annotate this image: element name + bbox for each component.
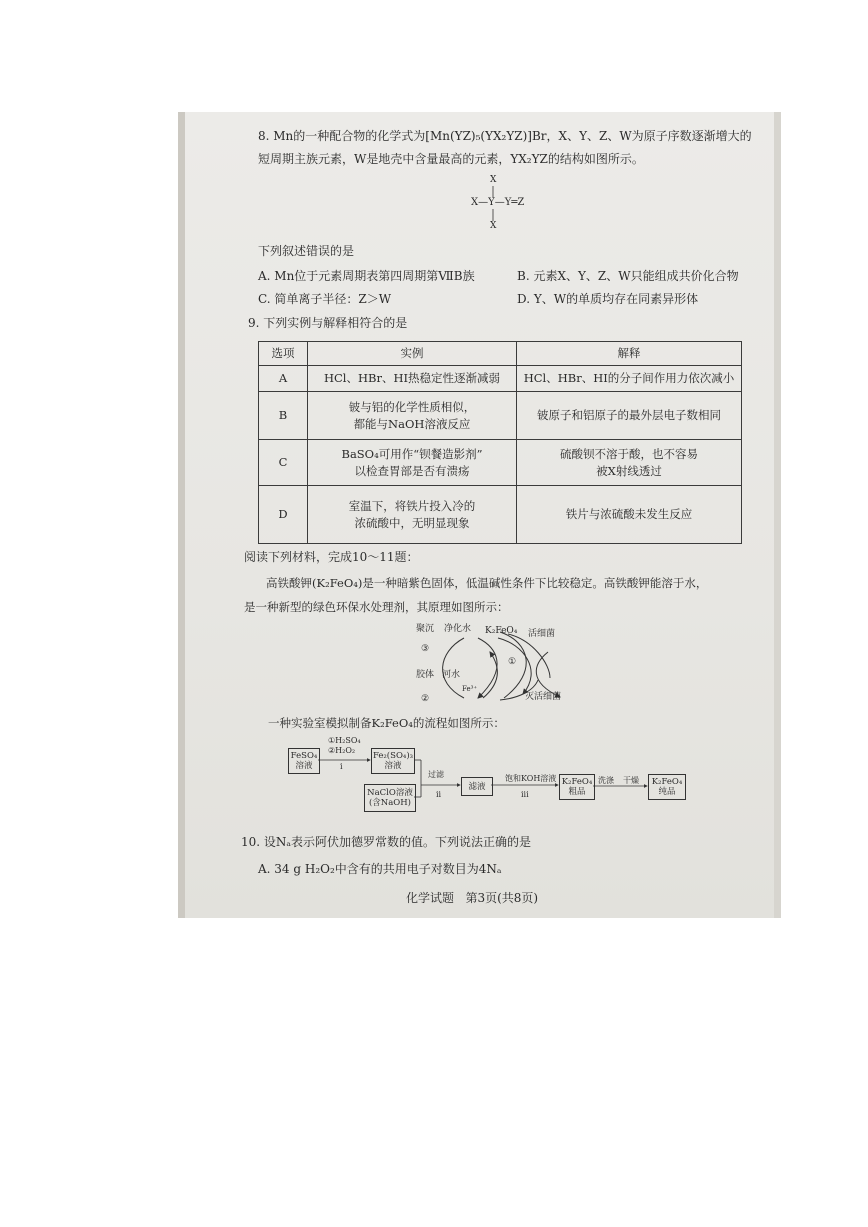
example-line: HCl、HBr、HI热稳定性逐渐减弱 [323,371,501,385]
example-line: 以检查胃部是否有溃疡 [354,463,470,478]
flow-box-line: 溶液 [384,761,402,771]
explain-line: 被X射线透过 [596,463,662,478]
flow-filtrate-box [461,777,493,796]
q10-stem: 10. 设Nₐ表示阿伏加德罗常数的值。下列说法正确的是 [241,835,532,849]
flow-box-line: K₂FeO₄ [651,777,683,787]
q10-option-a: A. 34 g H₂O₂中含有的共用电子对数目为4Nₐ [258,862,502,876]
q8-line1: 8. Mn的一种配合物的化学式为[Mn(YZ)₅(YX₂YZ)]Br，X、Y、Z、W为原子序数逐渐增大的 [258,129,752,143]
reading-intro: 阅读下列材料，完成10～11题： [244,550,419,564]
q8-stem: 下列叙述错误的是 [258,244,355,258]
exam-page-photo [178,112,781,918]
row-example [308,366,517,392]
row-explanation [517,440,742,486]
flow-filter: 过滤 [428,770,444,779]
q8-line2: 短周期主族元素，W是地壳中含量最高的元素，YX₂YZ的结构如图所示。 [258,152,644,166]
table-row [259,366,742,392]
cycle-settle: 聚沉 [416,624,435,634]
example-line: BaSO₄可用作“钡餐造影剂” [341,446,483,461]
flow-box-line: 溶液 [295,761,313,771]
cycle-purified: 净化水 [444,624,472,634]
flow-arrows [178,112,179,113]
flow-box-line: FeSO₄ [290,751,318,761]
table-row [259,486,742,544]
row-example [308,392,517,440]
flow-reagent-1: ①H₂SO₄ [328,736,361,745]
flow-crude-box [559,774,595,800]
reading-p1: 高铁酸钾(K₂FeO₄)是一种暗紫色固体，低温碱性条件下比较稳定。高铁酸钾能溶于水， [266,576,708,590]
q9-table [258,341,742,544]
flow-box-line: Fe₂(SO₄)₃ [372,751,414,761]
explain-line: HCl、HBr、HI的分子间作用力依次减小 [523,371,735,385]
cycle-fe3: Fe³⁺ [462,685,478,693]
flow-box-line: 滤液 [468,781,486,792]
page-edge-right [774,112,781,918]
example-line: 浓硫酸中，无明显现象 [354,515,470,530]
struct-bottom-x: X [490,221,497,231]
reading-p2: 是一种新型的绿色环保水处理剂，其原理如图所示： [244,600,509,614]
cycle-step-1: ① [508,657,517,667]
flow-wash: 洗涤 [598,776,614,785]
flow-naclo-box [364,784,416,812]
q8-option-c: C. 简单离子半径：Z＞W [258,292,392,306]
flow-box-line: K₂FeO₄ [561,777,593,787]
flow-box-line: (含NaOH) [368,798,411,808]
header-explanation: 解释 [517,342,742,366]
flow-box-line: NaClO溶液 [367,788,413,798]
flow-step-iii: iii [521,790,529,799]
row-option: D [259,486,308,544]
q8-option-a: A. Mn位于元素周期表第四周期第ⅦB族 [258,269,475,283]
example-line: 室温下，将铁片投入冷的 [348,498,476,513]
cycle-river: 河水 [442,670,461,680]
flow-feso4-box [288,748,320,774]
flow-dry: 干燥 [623,776,639,785]
explain-line: 铍原子和铝原子的最外层电子数相同 [537,408,721,422]
example-line: 都能与NaOH溶液反应 [353,416,471,431]
row-example [308,440,517,486]
flow-fe2so43-box [371,748,415,774]
cycle-live-bacteria: 活细菌 [528,629,556,639]
flow-box-line: 粗品 [568,787,586,797]
row-example [308,486,517,544]
cycle-dead-bacteria: 灭活细菌 [525,692,562,702]
table-row [259,440,742,486]
example-line: 铍与铝的化学性质相似， [348,399,476,414]
struct-row: X—Y—Y═Z [471,197,525,208]
cycle-colloid: 胶体 [416,670,435,680]
header-option: 选项 [259,342,308,366]
row-explanation [517,392,742,440]
row-option: A [259,366,308,392]
page-edge-left [178,112,185,918]
row-option: C [259,440,308,486]
flow-step-i: i [340,762,343,771]
flow-pure-box [648,774,686,800]
explain-line: 铁片与浓硫酸未发生反应 [565,507,693,521]
cycle-step-3: ③ [421,644,430,654]
reading-p3: 一种实验室模拟制备K₂FeO₄的流程如图所示： [268,716,505,730]
flow-box-line: 纯品 [658,787,676,797]
row-explanation [517,486,742,544]
row-explanation [517,366,742,392]
q8-option-b: B. 元素X、Y、Z、W只能组成共价化合物 [517,269,739,283]
explain-line: 硫酸钡不溶于酸，也不容易 [560,446,698,461]
q9-stem: 9. 下列实例与解释相符合的是 [248,316,408,330]
flow-koh: 饱和KOH溶液 [505,774,557,783]
flow-step-ii: ii [436,790,442,799]
header-example: 实例 [308,342,517,366]
row-option: B [259,392,308,440]
struct-top-x: X [490,175,497,185]
cycle-k2feo4: K₂FeO₄ [485,626,518,636]
page-footer: 化学试题 第3页(共8页) [406,891,539,905]
flow-reagent-2: ②H₂O₂ [328,746,356,755]
table-header-row [259,342,742,366]
table-row [259,392,742,440]
cycle-step-2: ② [421,694,430,704]
q8-option-d: D. Y、W的单质均存在同素异形体 [517,292,699,306]
